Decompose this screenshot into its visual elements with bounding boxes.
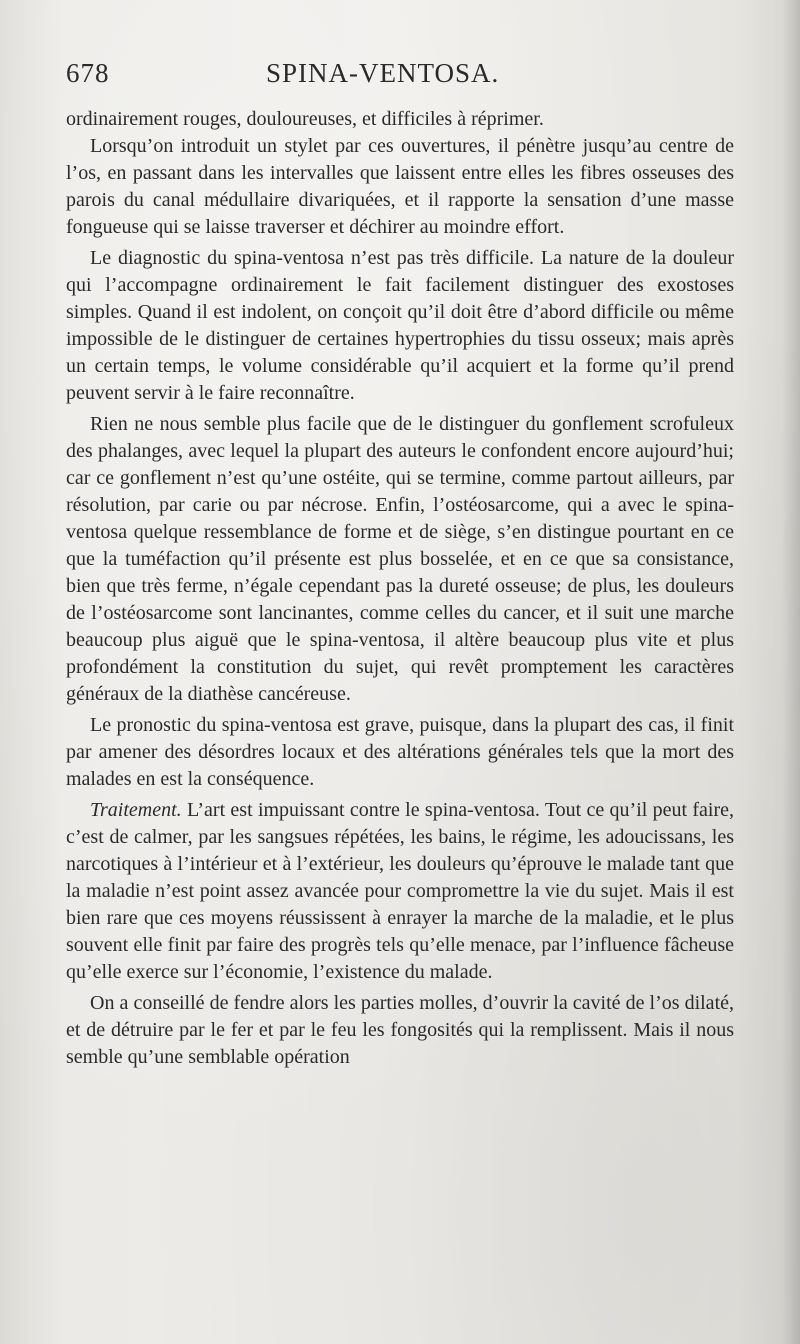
- paragraph-pronostic: Le pronostic du spina-ventosa est grave, puisque, dans la plupart des cas, il finit par amener des désordres locaux et des altérations générales tels que la mort des malades en est la conséquence.: [66, 714, 734, 790]
- page-edge-shadow: [782, 0, 800, 1344]
- paragraph-traitement: [66, 797, 734, 986]
- paragraph-differential: Rien ne nous semble plus facile que de le distinguer du gonflement scrofuleux des phalanges, avec lequel la plupart des auteurs le confondent encore aujourd’hui; car ce gonflement n’est qu’une ostéite, qui se termine, comme partout ailleurs, par résolution, par carie ou par nécrose. Enfin, l’ostéosarcome, qui a avec le spina-ventosa quelque ressemblance de forme et de siège, s’en distingue pourtant en ce que la tuméfaction qu’il présente est plus bosselée, et en ce que sa consistance, bien que très ferme, n’égale cependant pas la dureté osseuse; de plus, les douleurs de l’ostéosarcome sont lancinantes, comme celles du cancer, et il suit une marche beaucoup plus aiguë que le spina-ventosa, il altère beaucoup plus vite et plus profondément la constitution du sujet, qui revêt promptement les caractères généraux de la diathèse cancéreuse.: [66, 413, 734, 705]
- running-head: SPINA-VENTOSA.: [266, 58, 500, 88]
- page-number: 678: [66, 58, 110, 88]
- body-text: [66, 106, 734, 1071]
- section-lead-traitement: Traitement.: [90, 799, 182, 821]
- paragraph-traitement-text: L’art est impuissant contre le spina-ventosa. Tout ce qu’il peut faire, c’est de calmer, par les sangsues répétées, les bains, le régime, les adoucissans, les narcotiques à l’intérieur et à l’extérieur, les douleurs qu’éprouve le malade tant que la maladie n’est point assez avancée pour compromettre la vie du sujet. Mais il est bien rare que ces moyens réussissent à enrayer la marche de la maladie, et le plus souvent elle finit par faire des progrès tels qu’elle menace, par l’influence fâcheuse qu’elle exerce sur l’économie, l’existence du malade.: [66, 799, 734, 983]
- paragraph-continuation: ordinairement rouges, douloureuses, et difficiles à réprimer.: [66, 108, 544, 130]
- paragraph-diagnostic: Le diagnostic du spina-ventosa n’est pas très difficile. La nature de la douleur qui l’accompagne ordinairement le fait facilement distinguer des exostoses simples. Quand il est indolent, on conçoit qu’il doit être d’abord difficile ou même impossible de le distinguer de certaines hypertrophies du tissu osseux; mais après un certain temps, le volume considérable qu’il acquiert et la forme qu’il prend peuvent servir à le faire reconnaître.: [66, 247, 734, 404]
- page-header: [66, 58, 734, 98]
- paragraph-stylet: Lorsqu’on introduit un stylet par ces ouvertures, il pénètre jusqu’au centre de l’os, en passant dans les intervalles que laissent entre elles les fibres osseuses des parois du canal médullaire divariquées, et il rapporte la sensation d’une masse fongueuse qui se laisse traverser et déchirer au moindre effort.: [66, 135, 734, 238]
- paragraph-operation: On a conseillé de fendre alors les parties molles, d’ouvrir la cavité de l’os dilaté, et de détruire par le fer et par le feu les fongosités qui la remplissent. Mais il nous semble qu’une semblable opération: [66, 992, 734, 1068]
